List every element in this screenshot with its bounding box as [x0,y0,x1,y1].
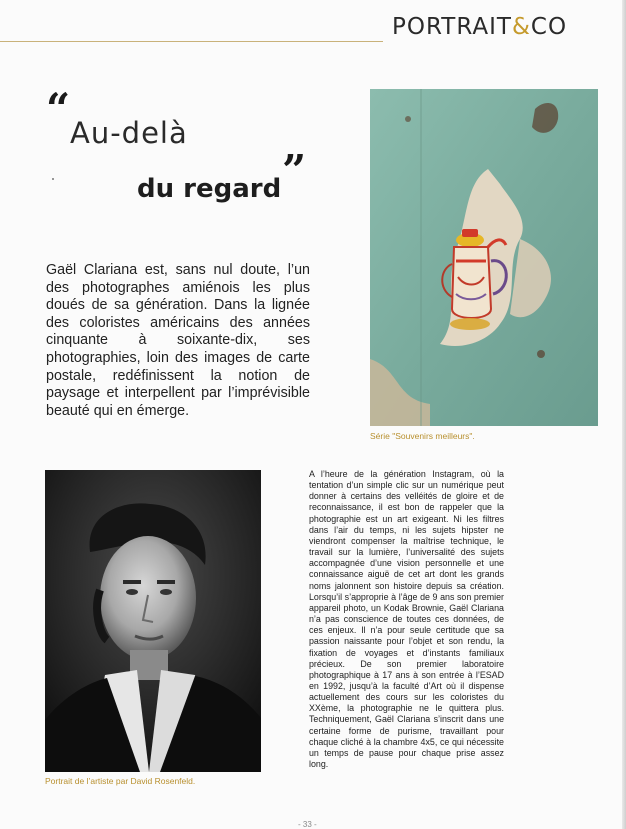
header-brand-word: PORTRAIT [392,14,512,40]
portrait-caption: Portrait de l’artiste par David Rosenfeld. [45,776,196,786]
header-ampersand: & [511,14,531,40]
open-quote-mark: “ [46,84,71,133]
portrait-illustration [45,470,261,772]
decorative-dot [52,178,54,180]
wall-photo-caption: Série "Souvenirs meilleurs". [370,431,475,441]
artist-portrait-photo [45,470,261,772]
header-brand-end: CO [530,14,568,40]
header-rule [0,41,383,42]
wall-photo-illustration [370,89,598,426]
page-number: - 33 - [298,820,317,829]
section-header [392,14,567,40]
lede-paragraph: Gaël Clariana est, sans nul doute, l’un des photographes amiénois les plus doués de sa génération. Dans la lignée des coloristes américains des années cinquante à soixante-dix, ses photographies, loin des images de carte postale, redéfinissent la notion de paysage et interpellent par l’imprévisible beauté qui en émerge. [46,262,310,419]
wall-photo [370,89,598,426]
page-edge-shadow [622,0,626,829]
article-body: A l’heure de la génération Instagram, où la tentation d’un simple clic sur un numérique peut donner à certains des velléités de gloire et de reconnaissance, il est bon de rappeler que la photographie est un art exigeant. Ni les filtres dans l’air du temps, ni les sujets hipster ne viendront compenser la maîtrise technique, le travail sur la lumière, l’universalité des sujets accompagnée d’une vision personnelle et une connaissance aiguë de cet art dont les grands noms jalonnent son histoire depuis sa création. Lorsqu’il s’approprie à l’âge de 9 ans son premier appareil photo, un Kodak Brownie, Gaël Clariana n’a pas conscience de toutes ces données, de ces enjeux. Il n’a pour seule certitude que sa passion naissante pour l’objet et son rendu, la fixation de voyages et d’instants familiaux précieux. De son premier laboratoire photographique à 17 ans à son entrée à l’ESAD en 1992, jusqu’à la faculté d’Art où il dispense actuellement des cours sur les coloristes du XXème, la photographie ne le quittera plus. Techniquement, Gaël Clariana s’inscrit dans une certaine forme de purisme, travaillant pour chaque cliché à la chambre 4x5, ce qui nécessite un temps de pause pour chaque prise assez long. [309,469,504,770]
close-quote-mark: ” [282,146,307,195]
article-title-line2: du regard [137,174,282,204]
article-title-line1: Au-delà [70,116,188,150]
